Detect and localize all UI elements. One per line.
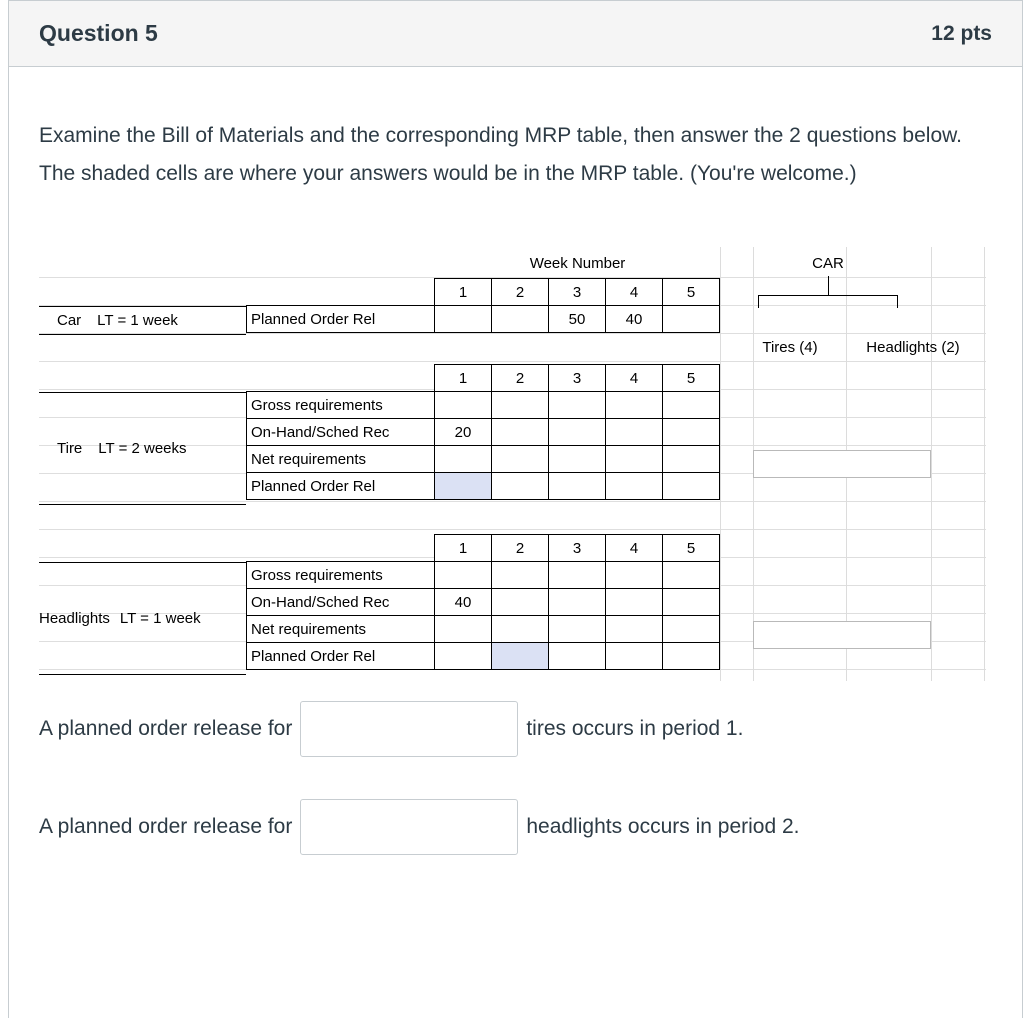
row-label-cell: Planned Order Rel: [247, 306, 435, 333]
answer-suffix-tires: tires occurs in period 1.: [526, 717, 744, 740]
mrp-cell: [549, 589, 606, 616]
row-label-cell: Net requirements: [247, 446, 435, 473]
car-mrp-table: [246, 278, 720, 333]
mrp-cell: [549, 616, 606, 643]
week-header-cell: 2: [492, 365, 549, 392]
week-header-cell: 2: [492, 535, 549, 562]
week-header-cell: 5: [663, 535, 720, 562]
tire-band-bottom-rule: [39, 504, 246, 505]
row-label-cell: Gross requirements: [247, 392, 435, 419]
bom-child-tires: Tires (4): [762, 338, 818, 356]
mrp-cell: [606, 616, 663, 643]
empty-answer-cell-tires: [753, 450, 931, 478]
row-label-cell: Planned Order Rel: [247, 643, 435, 670]
week-header-row: [247, 535, 720, 562]
bom-child-headlights: Headlights (2): [866, 338, 960, 356]
mrp-cell: [663, 562, 720, 589]
mrp-cell: [606, 446, 663, 473]
car-component-label: [57, 306, 178, 334]
mrp-cell: [606, 643, 663, 670]
week-header-row: [247, 365, 720, 392]
spacer-cell: [247, 365, 435, 392]
week-header-cell: 3: [549, 279, 606, 306]
mrp-spreadsheet: [39, 247, 986, 681]
mrp-cell: [492, 446, 549, 473]
week-header-cell: 5: [663, 365, 720, 392]
answer-suffix-headlights: headlights occurs in period 2.: [526, 815, 800, 838]
headlights-name: Headlights: [39, 609, 110, 627]
week-header-cell: 5: [663, 279, 720, 306]
headlights-lead-time: LT = 1 week: [119, 609, 201, 627]
row-label-cell: Gross requirements: [247, 562, 435, 589]
car-lead-time: LT = 1 week: [97, 311, 178, 329]
row-label-cell: On-Hand/Sched Rec: [247, 589, 435, 616]
mrp-cell: [606, 589, 663, 616]
car-planned-order-row: [247, 306, 720, 333]
mrp-cell: [492, 473, 549, 500]
mrp-cell: [492, 419, 549, 446]
mrp-cell: 40: [435, 589, 492, 616]
headlights-band-bottom-rule: [39, 674, 246, 675]
row-label-cell: On-Hand/Sched Rec: [247, 419, 435, 446]
car-band-bottom-rule: [39, 334, 246, 335]
mrp-cell: [606, 419, 663, 446]
mrp-cell: 50: [549, 306, 606, 333]
week-header-cell: 4: [606, 365, 663, 392]
headlights-mrp-table: [246, 534, 720, 670]
grid-vline: [720, 247, 721, 681]
tire-mrp-table: [246, 364, 720, 500]
tire-planned-order-row: [247, 473, 720, 500]
mrp-cell: [663, 473, 720, 500]
mrp-cell: [663, 392, 720, 419]
tire-on-hand-row: [247, 419, 720, 446]
row-label-cell: Net requirements: [247, 616, 435, 643]
mrp-cell: [663, 446, 720, 473]
week-header-cell: 4: [606, 279, 663, 306]
tire-gross-requirements-row: [247, 392, 720, 419]
mrp-cell: [435, 392, 492, 419]
tire-component-label: [57, 392, 187, 504]
week-header-cell: 3: [549, 365, 606, 392]
bom-tree-bracket: [758, 295, 898, 308]
answer-row-tires: [39, 701, 992, 757]
mrp-cell: [606, 392, 663, 419]
mrp-cell: [606, 562, 663, 589]
question-prompt: Examine the Bill of Materials and the corresponding MRP table, then answer the 2 questions below. The shaded cells are where your answers would be in the MRP table. (You're welcome.): [39, 124, 962, 185]
tire-name: Tire: [57, 439, 83, 457]
answer-input-tires[interactable]: [300, 701, 518, 757]
mrp-cell: [549, 392, 606, 419]
mrp-cell: [663, 419, 720, 446]
mrp-cell: [606, 473, 663, 500]
week-header-cell: 3: [549, 535, 606, 562]
spacer-cell: [247, 279, 435, 306]
week-header-cell: 1: [435, 535, 492, 562]
question-title: Question 5: [39, 20, 158, 46]
mrp-cell: [492, 589, 549, 616]
tire-net-requirements-row: [247, 446, 720, 473]
mrp-cell: [549, 419, 606, 446]
row-label-cell: Planned Order Rel: [247, 473, 435, 500]
week-header-cell: 1: [435, 279, 492, 306]
mrp-cell: 20: [435, 419, 492, 446]
headlights-on-hand-row: [247, 589, 720, 616]
mrp-cell: [492, 306, 549, 333]
mrp-cell: [435, 446, 492, 473]
mrp-cell: [492, 392, 549, 419]
bom-tree-stem: [828, 276, 829, 295]
mrp-cell: [435, 643, 492, 670]
mrp-cell: [549, 473, 606, 500]
week-number-caption: Week Number: [529, 254, 626, 272]
mrp-cell: [549, 446, 606, 473]
week-header-cell: 1: [435, 365, 492, 392]
headlights-gross-requirements-row: [247, 562, 720, 589]
shaded-answer-cell-tire: [435, 473, 492, 500]
mrp-cell: [435, 562, 492, 589]
answer-prefix-headlights: A planned order release for: [39, 815, 293, 838]
mrp-cell: [663, 589, 720, 616]
question-header: [9, 1, 1022, 67]
mrp-cell: [663, 306, 720, 333]
mrp-cell: [549, 562, 606, 589]
mrp-cell: [549, 643, 606, 670]
answer-input-headlights[interactable]: [300, 799, 518, 855]
mrp-cell: [492, 616, 549, 643]
mrp-cell: [663, 643, 720, 670]
grid-vline: [984, 247, 985, 681]
headlights-component-label: [39, 562, 201, 674]
mrp-cell: [435, 616, 492, 643]
answer-row-headlights: [39, 799, 992, 855]
bom-root-label: CAR: [812, 254, 844, 272]
spacer-cell: [247, 535, 435, 562]
tire-lead-time: LT = 2 weeks: [98, 439, 187, 457]
grid-vline: [931, 247, 932, 681]
headlights-planned-order-row: [247, 643, 720, 670]
empty-answer-cell-headlights: [753, 621, 931, 649]
mrp-cell: [663, 616, 720, 643]
week-header-row: [247, 279, 720, 306]
mrp-cell: [435, 306, 492, 333]
question-points: 12 pts: [931, 21, 992, 45]
headlights-net-requirements-row: [247, 616, 720, 643]
question-body: [9, 67, 1022, 855]
week-header-cell: 2: [492, 279, 549, 306]
question-card: [8, 0, 1023, 1018]
shaded-answer-cell-headlights: [492, 643, 549, 670]
car-name: Car: [57, 311, 82, 329]
week-header-cell: 4: [606, 535, 663, 562]
answer-prefix-tires: A planned order release for: [39, 717, 293, 740]
mrp-cell: 40: [606, 306, 663, 333]
mrp-cell: [492, 562, 549, 589]
